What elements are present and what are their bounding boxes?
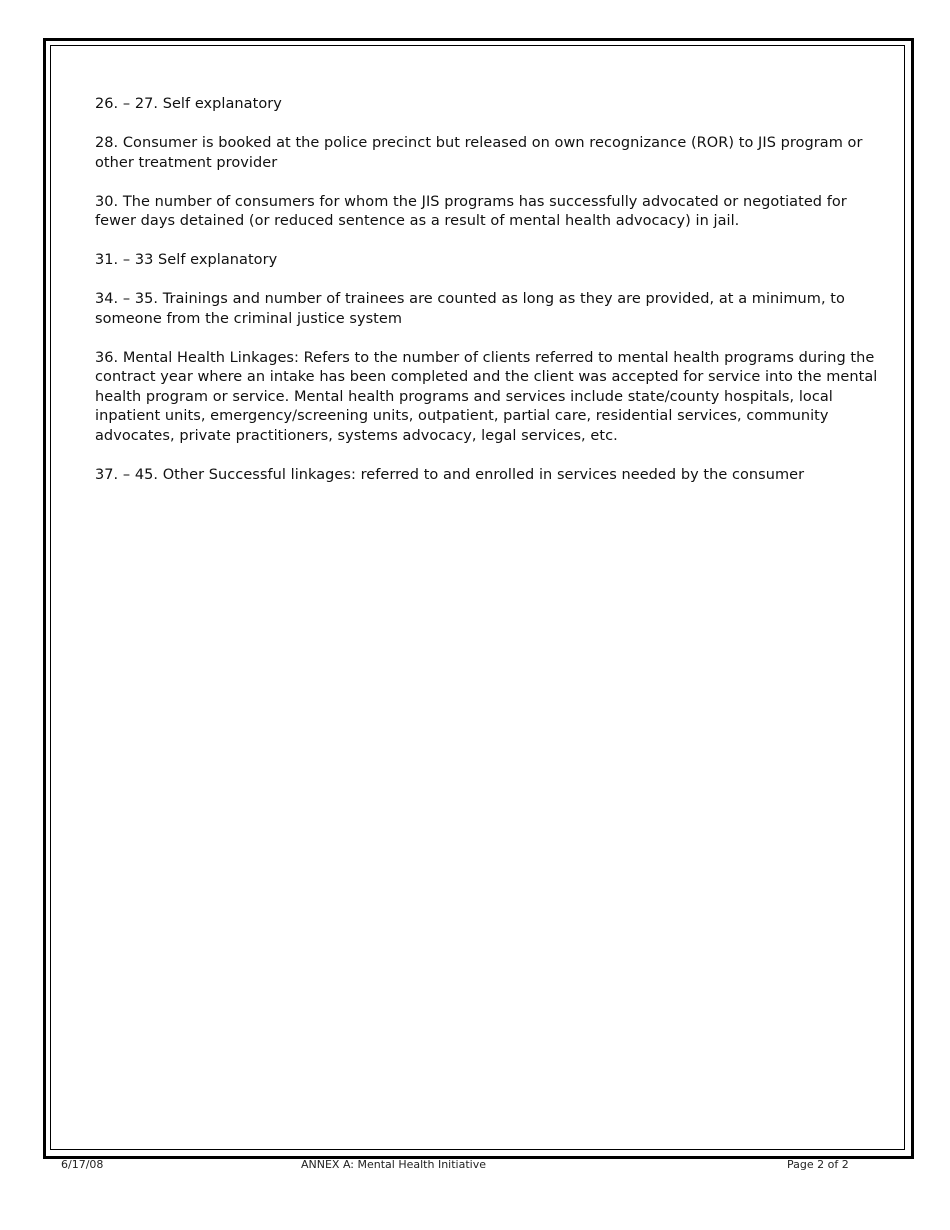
paragraph-item-36: 36. Mental Health Linkages: Refers to the number of clients referred to mental health programs during the contract year where an intake has been completed and the client was accepted for service into the mental health program or service. Mental health programs and services include state/county hospitals, local inpatient units, emergency/screening units, outpatient, partial care, residential services, community advocates, private practitioners, systems advocacy, legal services, etc. [95,349,878,444]
paragraph-item-28: 28. Consumer is booked at the police precinct but released on own recognizance (ROR) to JIS program or other treatment provider [95,135,863,171]
footer-page-number: Page 2 of 2 [787,1158,849,1171]
paragraph-item-31-33: 31. – 33 Self explanatory [95,252,278,268]
paragraph-item-34-35: 34. – 35. Trainings and number of trainees are counted as long as they are provided, at a minimum, to someone from the criminal justice system [95,291,845,327]
document-body [95,95,885,505]
footer-title: ANNEX A: Mental Health Initiative [301,1158,486,1171]
paragraph-item-37-45: 37. – 45. Other Successful linkages: referred to and enrolled in services needed by the consumer [95,466,805,483]
paragraph-item-26-27: 26. – 27. Self explanatory [95,96,282,112]
footer-date: 6/17/08 [61,1158,104,1171]
paragraph-item-30: 30. The number of consumers for whom the JIS programs has successfully advocated or negotiated for fewer days detained (or reduced sentence as a result of mental health advocacy) in jail. [95,193,847,229]
